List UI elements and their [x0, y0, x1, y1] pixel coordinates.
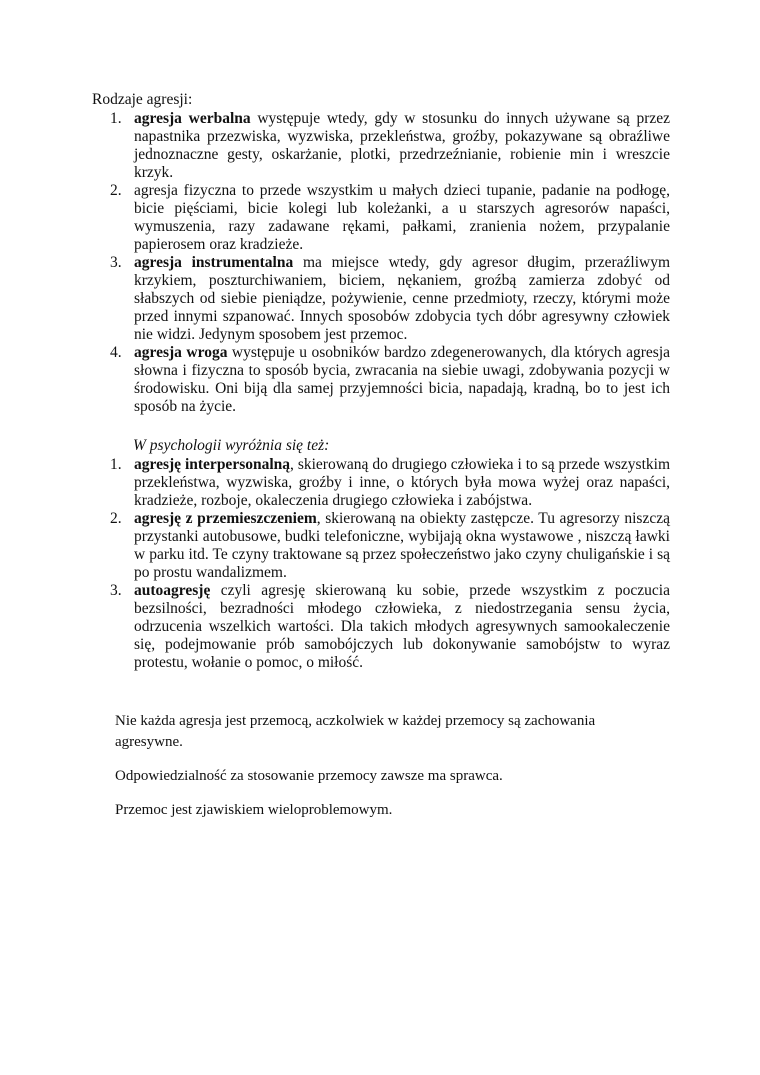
list-item: [110, 110, 670, 182]
term-description: występuje u osobników bardzo zdegenerowanych, dla których agresja słowna i fizyczna to sposób bycia, zwracania na siebie uwagi, zdobywania pozycji w środowisku. Oni biją dla samej przyjemności bicia, napadają, kradną, bo to jest ich sposób na życie.: [134, 344, 671, 415]
term-description: występuje wtedy, gdy w stosunku do innych używane są przez napastnika przezwiska, wyzwiska, przekleństwa, groźby, pokazywane są obraźliwe jednoznaczne gesty, oskarżanie, plotki, przedrzeźnianie, robienie min i wreszcie krzyk.: [134, 110, 670, 181]
section-heading: Rodzaje agresji:: [92, 91, 193, 108]
term-description: , skierowaną na obiekty zastępcze. Tu agresorzy niszczą przystanki autobusowe, budki telefoniczne, wybijają okna wystawowe , niszczą ławki w parku itd. Te czyny traktowane są przez społeczeństwo jako czyny chuligańskie i są po prostu wandalizmem.: [134, 510, 670, 581]
list-number: 3.: [110, 582, 122, 599]
list-number: 4.: [110, 344, 122, 361]
paragraph: Nie każda agresja jest przemocą, aczkolwiek w każdej przemocy są zachowania agresywne.: [115, 713, 596, 750]
term-bold: agresję interpersonalną: [134, 456, 291, 473]
list-item: [110, 582, 670, 672]
term-description: agresja fizyczna to przede wszystkim u małych dzieci tupanie, padanie na podłogę, bicie pięściami, bicie kolegi lub koleżanki, a u starszych agresorów napaści, wymuszenia, razy zadawane rękami, pałkami, zranienia nożem, przypalanie papierosem oraz kradzieże.: [134, 182, 670, 253]
list-number: 2.: [110, 182, 122, 199]
list-item: [110, 456, 670, 510]
list-item: [110, 344, 670, 416]
paragraph: Odpowiedzialność za stosowanie przemocy zawsze ma sprawca.: [115, 768, 503, 784]
term-bold: agresję z przemieszczeniem: [134, 510, 317, 527]
list-number: 2.: [110, 510, 122, 527]
term-description: , skierowaną do drugiego człowieka i to są przede wszystkim przekleństwa, wyzwiska, groźby i inne, o których była mowa wyżej oraz napaści, kradzieże, rozboje, okaleczenia drugiego człowieka i zabójstwa.: [134, 456, 671, 509]
term-bold: agresja werbalna: [134, 110, 251, 127]
aggression-types-list: [110, 110, 670, 416]
list-number: 1.: [110, 456, 122, 473]
psychology-types-list: [110, 456, 670, 672]
subheading: W psychologii wyróżnia się też:: [133, 437, 330, 454]
term-bold: agresja instrumentalna: [134, 254, 294, 271]
list-number: 3.: [110, 254, 122, 271]
list-item: [110, 182, 670, 254]
list-number: 1.: [110, 110, 122, 127]
term-description: ma miejsce wtedy, gdy agresor długim, przeraźliwym krzykiem, poszturchiwaniem, biciem, nękaniem, groźbą zamierza zdobyć od słabszych od siebie pieniądze, pożywienie, cenne przedmioty, rzeczy, którymi może przed innymi szpanować. Innych sposobów zdobycia tych dóbr agresywny człowiek nie widzi. Jedynym sposobem jest przemoc.: [134, 254, 671, 343]
list-item: [110, 254, 670, 344]
paragraph: Przemoc jest zjawiskiem wieloproblemowym.: [115, 802, 393, 818]
term-description: czyli agresję skierowaną ku sobie, przede wszystkim z poczucia bezsilności, bezradności młodego człowieka, z niedostrzegania sensu życia, odrzucenia wszelkich wartości. Dla takich młodych agresywnych samookaleczenie się, podejmowanie prób samobójczych lub dokonywanie samobójstw to wyraz protestu, wołanie o pomoc, o miłość.: [134, 582, 670, 671]
term-bold: autoagresję: [134, 582, 211, 599]
list-item: [110, 510, 670, 582]
term-bold: agresja wroga: [134, 344, 228, 361]
